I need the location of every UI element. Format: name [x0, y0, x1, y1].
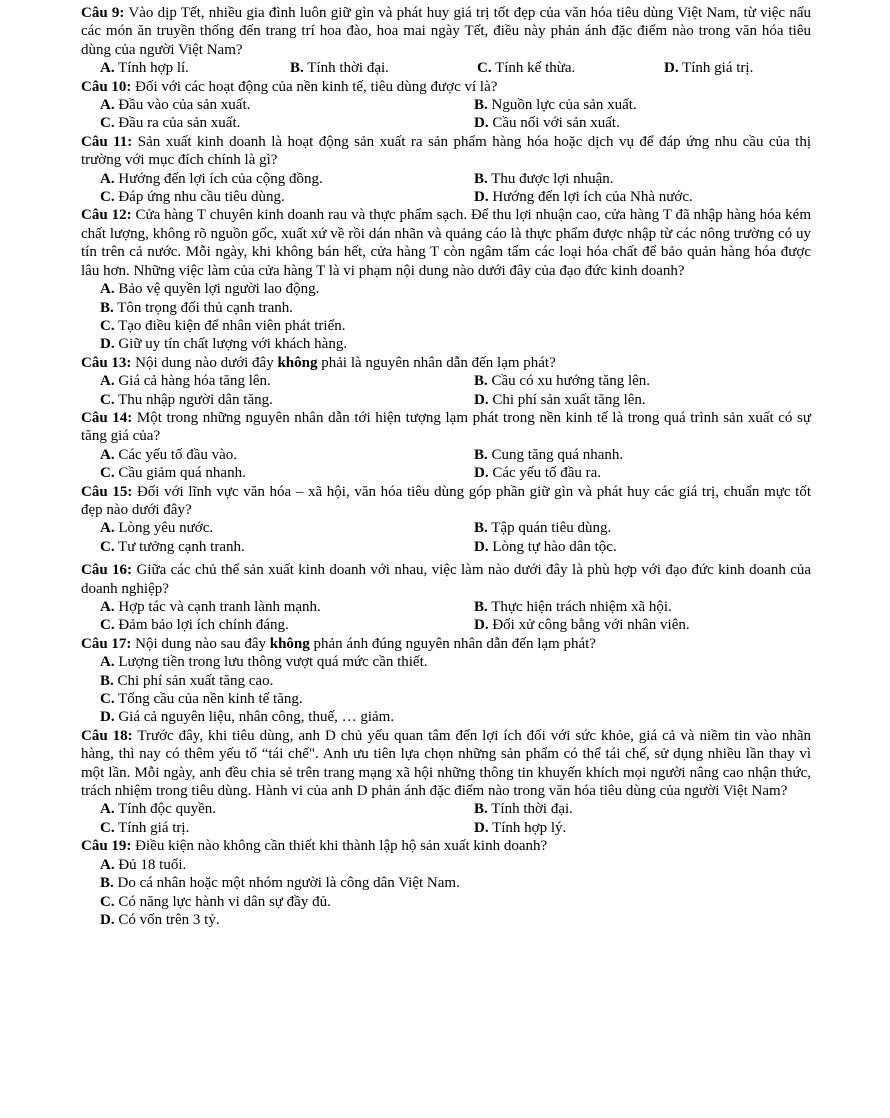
answer-option-d[interactable]: [474, 188, 811, 206]
option-letter: D.: [474, 189, 489, 206]
question-stem: [81, 133, 811, 170]
option-text: Lượng tiền trong lưu thông vượt quá mức cần thiết.: [118, 654, 428, 671]
option-text: Tính thời đại.: [307, 60, 389, 77]
question-stem: [81, 635, 811, 653]
option-text: Tư tưởng cạnh tranh.: [118, 538, 245, 555]
answer-option-a[interactable]: [100, 800, 474, 818]
option-text: Tính kế thừa.: [495, 60, 576, 77]
option-letter: D.: [474, 465, 489, 482]
question-label: Câu 18:: [81, 727, 133, 744]
option-letter: B.: [100, 672, 114, 689]
option-text: Lòng tự hào dân tộc.: [492, 538, 617, 555]
option-text: Tổng cầu của nền kinh tế tăng.: [118, 691, 303, 708]
question-stem: [81, 206, 811, 280]
question-text: Giữa các chủ thể sản xuất kinh doanh với nhau, việc làm nào dưới đây là phù hợp với đạo đức kinh doanh của doanh nghiệp?: [81, 562, 812, 597]
answer-option-c[interactable]: [100, 690, 811, 708]
answer-option-c[interactable]: [100, 819, 474, 837]
answer-option-b[interactable]: [474, 372, 811, 390]
question-text: Vào dịp Tết, nhiều gia đình luôn giữ gìn và phát huy giá trị tốt đẹp của văn hóa tiêu dùng Việt Nam, từ việc nấu các món ăn truyền thống đến trang trí hoa đào, hoa mai ngày Tết, điều này phản ánh đặc điểm nào trong văn hóa tiêu dùng của người Việt Nam?: [81, 5, 811, 58]
option-letter: A.: [100, 599, 115, 615]
option-text: Cầu giảm quá nhanh.: [118, 465, 246, 482]
option-text: Cầu nối với sản xuất.: [492, 115, 620, 132]
answer-option-c[interactable]: [100, 391, 474, 409]
answer-options: [81, 59, 811, 77]
option-text: Có vốn trên 3 tỷ.: [118, 911, 220, 928]
option-text: Các yếu tố đầu vào.: [118, 446, 238, 463]
option-text: Nguồn lực của sản xuất.: [491, 97, 637, 114]
answer-option-b[interactable]: [290, 59, 477, 77]
answer-option-a[interactable]: [100, 598, 474, 616]
option-letter: D.: [474, 115, 489, 132]
answer-option-b[interactable]: [474, 446, 811, 464]
option-text: Đối xử công bằng với nhân viên.: [492, 617, 690, 634]
option-letter: B.: [100, 299, 114, 316]
question-text: Điều kiện nào không cần thiết khi thành lập hộ sản xuất kinh doanh?: [135, 838, 548, 855]
question-11: [81, 133, 811, 207]
question-stem: [81, 409, 811, 446]
option-letter: C.: [100, 391, 115, 408]
question-9: [81, 4, 811, 78]
answer-option-a[interactable]: [100, 856, 811, 874]
answer-options: [81, 446, 811, 483]
option-text: Giữ uy tín chất lượng với khách hàng.: [118, 336, 348, 353]
option-letter: A.: [100, 654, 115, 671]
option-text: Tập quán tiêu dùng.: [491, 520, 612, 537]
answer-options: [81, 372, 811, 409]
option-text: Thu nhập người dân tăng.: [118, 391, 273, 408]
option-text: Do cá nhân hoặc một nhóm người là công dân Việt Nam.: [117, 875, 460, 892]
option-letter: C.: [100, 893, 115, 910]
option-text: Chi phí sản xuất tăng cao.: [117, 672, 274, 689]
option-letter: D.: [664, 60, 679, 77]
answer-option-c[interactable]: [100, 464, 474, 482]
option-letter: C.: [100, 538, 115, 555]
option-text: Cầu có xu hướng tăng lên.: [491, 373, 651, 390]
question-17: [81, 635, 811, 727]
question-label: Câu 9:: [81, 5, 125, 21]
question-label: Câu 16:: [81, 562, 133, 579]
question-text: Đối với lĩnh vực văn hóa – xã hội, văn hóa tiêu dùng góp phần giữ gìn và phát huy các giá trị, chuẩn mực tốt đẹp nào dưới đây?: [81, 483, 812, 518]
answer-option-b[interactable]: [474, 598, 811, 616]
option-text: Tính hợp lý.: [492, 819, 567, 836]
option-letter: B.: [474, 170, 488, 187]
question-stem: [81, 354, 811, 372]
question-label: Câu 10:: [81, 78, 132, 95]
question-stem: [81, 561, 811, 598]
answer-option-c[interactable]: [100, 893, 811, 911]
stem-emphasis: không: [277, 354, 318, 371]
answer-options: [81, 856, 811, 930]
answer-option-c[interactable]: [100, 616, 474, 634]
option-text: Đầu ra của sản xuất.: [118, 115, 241, 132]
option-letter: D.: [100, 336, 115, 353]
option-text: Đầu vào của sản xuất.: [118, 97, 251, 114]
question-text: [135, 636, 596, 652]
stem-text-before: Nội dung nào dưới đây: [135, 354, 278, 371]
question-text: [135, 355, 556, 371]
question-stem: [81, 4, 811, 59]
question-label: Câu 12:: [81, 207, 132, 224]
answer-options: [81, 653, 811, 727]
option-text: Tính thời đại.: [491, 801, 573, 818]
question-stem: [81, 78, 811, 96]
option-letter: A.: [100, 170, 115, 187]
option-text: Hợp tác và cạnh tranh lành mạnh.: [118, 599, 321, 615]
answer-option-c[interactable]: [100, 317, 811, 335]
answer-option-d[interactable]: [474, 391, 811, 409]
answer-options: [81, 519, 811, 556]
option-letter: B.: [290, 60, 304, 77]
answer-option-d[interactable]: [100, 708, 811, 726]
question-10: [81, 78, 811, 133]
answer-option-d[interactable]: [474, 819, 811, 837]
option-text: Giá cả hàng hóa tăng lên.: [118, 373, 271, 390]
option-text: Đủ 18 tuổi.: [118, 856, 187, 873]
stem-text-after: phải là nguyên nhân dẫn đến lạm phát?: [317, 354, 556, 371]
option-letter: B.: [474, 97, 488, 114]
answer-option-a[interactable]: [100, 280, 811, 298]
answer-option-c[interactable]: [100, 188, 474, 206]
question-text: Trước đây, khi tiêu dùng, anh D chủ yếu quan tâm đến lợi ích đối với sức khỏe, giá cả và niềm tin vào nhãn hàng, thì nay có thêm yếu tố “tái chế". Anh ưu tiên lựa chọn những sản phẩm có thể tái chế, sử dụng nhiều lần thay vì một lần. Mỗi ngày, anh đều chia sẻ trên trang mạng xã hội những thông tin khuyến khích mọi người nâng cao nhận thức, trách nhiệm trong tiêu dùng. Hành vi của anh D phản ánh đặc điểm nào trong văn hóa tiêu dùng của người Việt Nam?: [81, 727, 812, 800]
answer-options: [81, 800, 811, 837]
option-letter: D.: [100, 709, 115, 726]
question-19: [81, 837, 811, 929]
answer-option-d[interactable]: [474, 616, 811, 634]
answer-options: [81, 598, 811, 635]
option-letter: C.: [100, 317, 115, 334]
answer-options: [81, 96, 811, 133]
option-letter: A.: [100, 520, 115, 537]
answer-option-c[interactable]: [100, 114, 474, 132]
option-letter: B.: [474, 446, 488, 463]
option-letter: D.: [474, 617, 489, 634]
answer-option-b[interactable]: [474, 170, 811, 188]
question-13: [81, 354, 811, 409]
answer-option-b[interactable]: [474, 519, 811, 537]
option-letter: A.: [100, 60, 115, 77]
question-stem: [81, 837, 811, 855]
answer-option-a[interactable]: [100, 170, 474, 188]
option-letter: C.: [100, 115, 115, 132]
question-text: Sản xuất kinh doanh là hoạt động sản xuất ra sản phẩm hàng hóa hoặc dịch vụ để đáp ứng nhu cầu của thị trường với mục đích chính là gì?: [81, 133, 812, 169]
option-letter: C.: [477, 60, 492, 77]
answer-option-a[interactable]: [100, 446, 474, 464]
option-letter: D.: [474, 819, 489, 836]
question-label: Câu 19:: [81, 838, 132, 855]
option-letter: C.: [100, 465, 115, 482]
answer-option-a[interactable]: [100, 96, 474, 114]
question-text: Đối với các hoạt động của nền kinh tế, tiêu dùng được ví là?: [135, 78, 498, 95]
stem-text-after: phản ánh đúng nguyên nhân dẫn đến lạm phát?: [309, 635, 596, 652]
option-letter: A.: [100, 281, 115, 298]
option-text: Tính hợp lí.: [118, 60, 189, 77]
question-18: [81, 727, 811, 837]
option-letter: A.: [100, 97, 115, 114]
stem-text-before: Nội dung nào sau đây: [135, 635, 270, 652]
answer-option-d[interactable]: [664, 59, 824, 77]
answer-option-b[interactable]: [100, 874, 811, 892]
option-text: Lòng yêu nước.: [118, 520, 214, 537]
question-label: Câu 17:: [81, 635, 132, 652]
option-letter: C.: [100, 617, 115, 634]
question-16: [81, 561, 811, 635]
option-letter: A.: [100, 446, 115, 463]
option-letter: D.: [100, 911, 115, 928]
option-letter: D.: [474, 538, 489, 555]
option-text: Chi phí sản xuất tăng lên.: [492, 391, 646, 408]
question-15: [81, 483, 811, 557]
question-12: [81, 206, 811, 353]
option-text: Các yếu tố đầu ra.: [492, 465, 602, 482]
option-letter: B.: [100, 875, 114, 892]
question-text: Cửa hàng T chuyên kinh doanh rau và thực phẩm sạch. Để thu lợi nhuận cao, cửa hàng T đã nhập hàng hóa kém chất lượng, không rõ nguồn gốc, xuất xứ về rồi dán nhãn và quảng cáo là thực phẩm được nhập từ các nông trường có uy tín trên cả nước. Mỗi ngày, khi không bán hết, cửa hàng T còn ngâm tẩm các loại hóa chất để bảo quản hàng hóa được lâu hơn. Những việc làm của cửa hàng T là vi phạm nội dung nào dưới đây của đạo đức kinh doanh?: [81, 207, 812, 279]
question-stem: [81, 727, 811, 801]
option-text: Bảo vệ quyền lợi người lao động.: [118, 281, 320, 298]
answer-option-d[interactable]: [474, 114, 811, 132]
option-letter: C.: [100, 819, 115, 836]
option-text: Tính giá trị.: [118, 819, 190, 836]
option-text: Tôn trọng đối thủ cạnh tranh.: [117, 299, 294, 316]
option-letter: C.: [100, 189, 115, 206]
option-text: Thực hiện trách nhiệm xã hội.: [491, 599, 672, 615]
answer-options: [81, 280, 811, 354]
question-14: [81, 409, 811, 483]
option-letter: A.: [100, 373, 115, 390]
answer-option-d[interactable]: [100, 911, 811, 929]
answer-option-b[interactable]: [100, 672, 811, 690]
question-label: Câu 15:: [81, 483, 133, 500]
option-letter: D.: [474, 391, 489, 408]
option-text: Có năng lực hành vi dân sự đầy đủ.: [118, 893, 331, 910]
question-label: Câu 13:: [81, 354, 132, 371]
answer-option-a[interactable]: [100, 372, 474, 390]
answer-option-b[interactable]: [100, 299, 811, 317]
option-text: Đảm bảo lợi ích chính đáng.: [118, 617, 289, 634]
answer-option-a[interactable]: [100, 59, 290, 77]
option-text: Giá cả nguyên liệu, nhân công, thuế, … giảm.: [118, 709, 395, 726]
option-text: Đáp ứng nhu cầu tiêu dùng.: [118, 189, 285, 206]
option-text: Hướng đến lợi ích của cộng đồng.: [118, 170, 323, 187]
option-letter: B.: [474, 373, 488, 390]
question-stem: [81, 483, 811, 520]
answer-option-b[interactable]: [474, 96, 811, 114]
option-text: Tính độc quyền.: [118, 801, 216, 818]
option-text: Cung tăng quá nhanh.: [491, 446, 624, 463]
option-letter: C.: [100, 691, 115, 708]
answer-option-d[interactable]: [474, 538, 811, 556]
answer-option-c[interactable]: [477, 59, 664, 77]
answer-option-d[interactable]: [100, 335, 811, 353]
option-text: Hướng đến lợi ích của Nhà nước.: [492, 189, 693, 206]
option-text: Tạo điều kiện để nhân viên phát triển.: [118, 317, 346, 334]
option-letter: A.: [100, 801, 115, 818]
option-text: Tính giá trị.: [682, 60, 754, 77]
answer-options: [81, 170, 811, 207]
answer-option-d[interactable]: [474, 464, 811, 482]
option-text: Thu được lợi nhuận.: [491, 170, 614, 187]
question-text: Một trong những nguyên nhân dẫn tới hiện tượng lạm phát trong nền kinh tế là trong quá trình sản xuất có sự tăng giá của?: [81, 409, 811, 445]
question-label: Câu 11:: [81, 133, 133, 150]
answer-option-a[interactable]: [100, 653, 811, 671]
option-letter: B.: [474, 520, 488, 537]
stem-emphasis: không: [269, 635, 310, 652]
option-letter: B.: [474, 801, 488, 818]
answer-option-b[interactable]: [474, 800, 811, 818]
answer-option-a[interactable]: [100, 519, 474, 537]
question-label: Câu 14:: [81, 409, 133, 426]
option-letter: A.: [100, 856, 115, 873]
option-letter: B.: [474, 599, 488, 615]
answer-option-c[interactable]: [100, 538, 474, 556]
